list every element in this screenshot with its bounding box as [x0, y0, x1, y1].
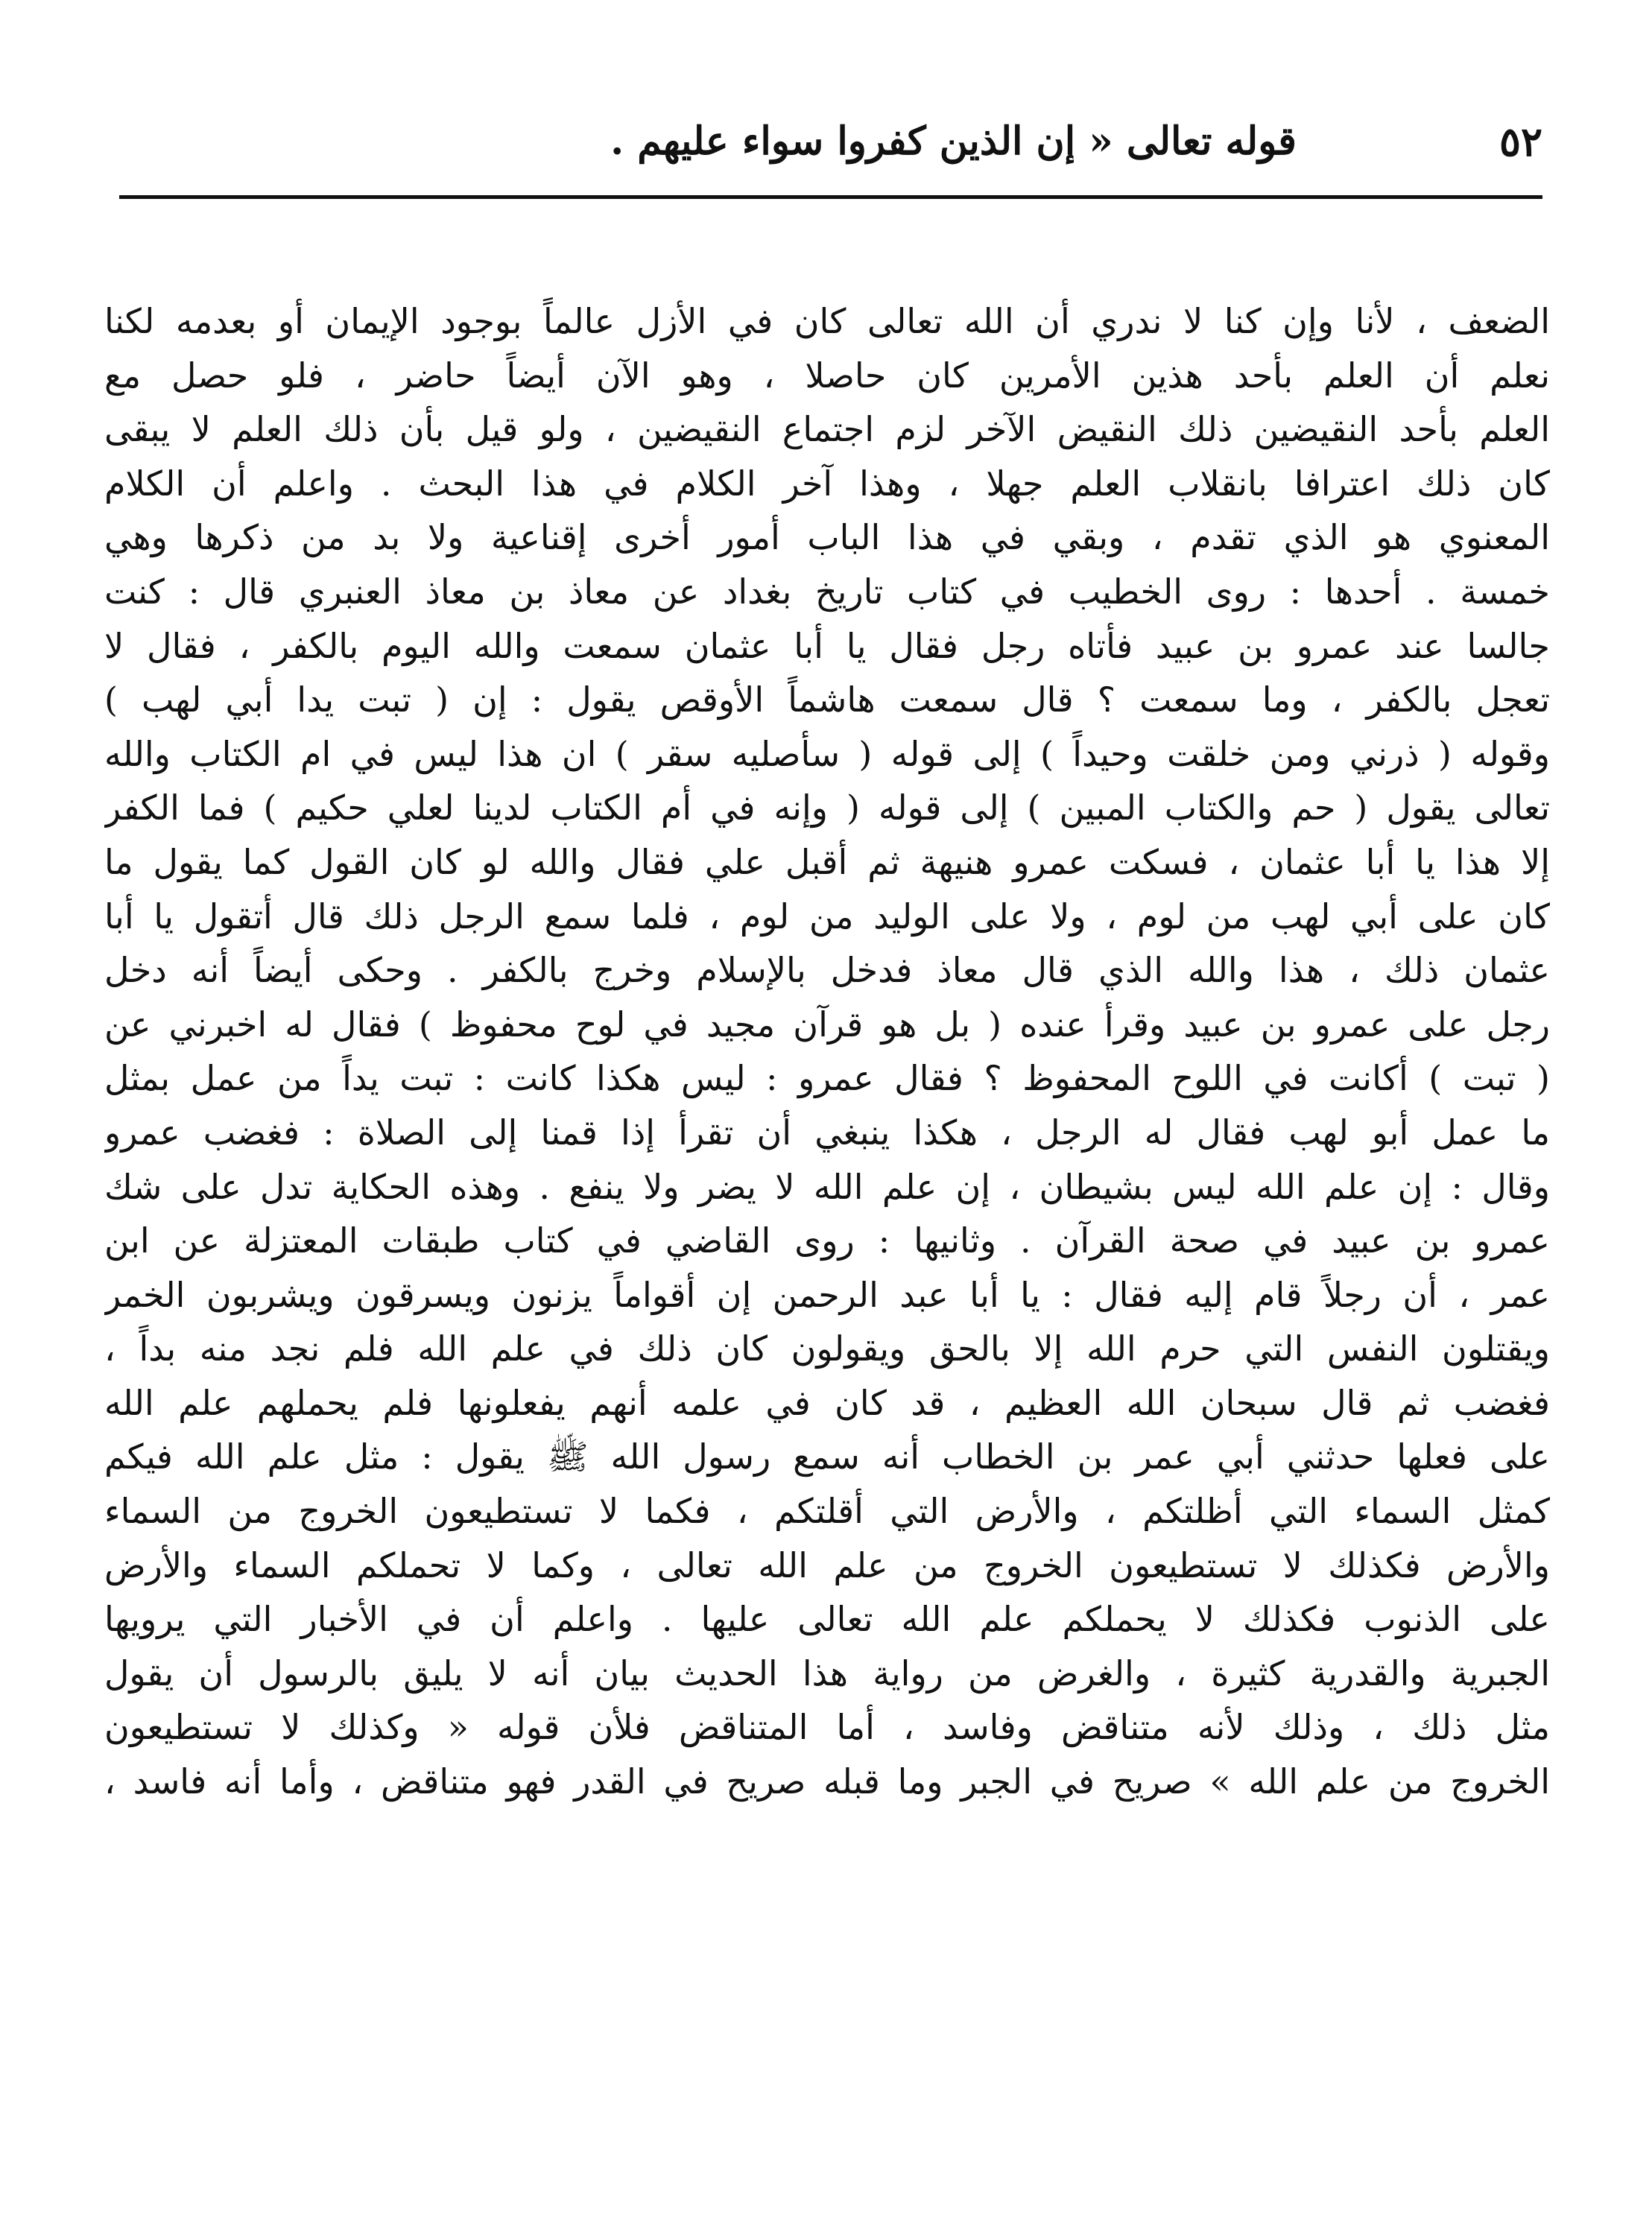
- text-line: إلا هذا يا أبا عثمان ، فسكت عمرو هنيهة ثم أقبل علي فقال والله لو كان القول كما يقول ما: [104, 841, 1550, 882]
- text-line: عمر ، أن رجلاً قام إليه فقال : يا أبا عبد الرحمن إن أقواماً يزنون ويسرقون ويشربون الخمر: [104, 1274, 1550, 1315]
- text-line: عمرو بن عبيد في صحة القرآن . وثانيها : روى القاضي في كتاب طبقات المعتزلة عن ابن: [104, 1220, 1550, 1261]
- text-line: وقال : إن علم الله ليس بشيطان ، إن علم الله لا يضر ولا ينفع . وهذه الحكاية تدل على شك: [104, 1166, 1550, 1207]
- text-line: تعجل بالكفر ، وما سمعت ؟ قال سمعت هاشماً الأوقص يقول : إن ( تبت يدا أبي لهب ): [104, 679, 1550, 720]
- text-line: على فعلها حدثني أبي عمر بن الخطاب أنه سمع رسول الله ﷺ يقول : مثل علم الله فيكم: [104, 1436, 1550, 1477]
- text-line: نعلم أن العلم بأحد هذين الأمرين كان حاصلا ، وهو الآن أيضاً حاضر ، فلو حصل مع: [104, 355, 1550, 396]
- text-line: الخروج من علم الله » صريح في الجبر وما قبله صريح في القدر فهو متناقض ، وأما أنه فاسد ،: [104, 1761, 1550, 1802]
- text-line: ( تبت ) أكانت في اللوح المحفوظ ؟ فقال عمرو : ليس هكذا كانت : تبت يداً من عمل بمثل: [104, 1058, 1550, 1099]
- text-line: جالسا عند عمرو بن عبيد فأتاه رجل فقال يا أبا عثمان سمعت والله اليوم بالكفر ، فقال لا: [104, 625, 1550, 666]
- text-line: خمسة . أحدها : روى الخطيب في كتاب تاريخ بغداد عن معاذ بن معاذ العنبري قال : كنت: [104, 571, 1550, 612]
- text-line: والأرض فكذلك لا تستطيعون الخروج من علم الله تعالى ، وكما لا تحملكم السماء والأرض: [104, 1545, 1550, 1585]
- text-line: الضعف ، لأنا وإن كنا لا ندري أن الله تعالى كان في الأزل عالماً بوجود الإيمان أو بعدمه لكنا: [104, 301, 1550, 341]
- text-line: الجبرية والقدرية كثيرة ، والغرض من رواية هذا الحديث بيان أنه لا يليق بالرسول أن يقول: [104, 1653, 1550, 1694]
- text-line: عثمان ذلك ، هذا والله الذي قال معاذ فدخل بالإسلام وخرج بالكفر . وحكى أيضاً أنه دخل: [104, 950, 1550, 991]
- text-line: فغضب ثم قال سبحان الله العظيم ، قد كان في علمه أنهم يفعلونها فلم يحملهم علم الله: [104, 1382, 1550, 1423]
- text-line: المعنوي هو الذي تقدم ، وبقي في هذا الباب أمور أخرى إقناعية ولا بد من ذكرها وهي: [104, 517, 1550, 558]
- page-number: ٥٢: [1498, 118, 1542, 165]
- page-header: [119, 108, 1542, 179]
- text-line: كان على أبي لهب من لوم ، ولا على الوليد من لوم ، فلما سمع الرجل ذلك قال أتقول يا أبا: [104, 896, 1550, 937]
- text-line: رجل على عمرو بن عبيد وقرأ عنده ( بل هو قرآن مجيد في لوح محفوظ ) فقال له اخبرني عن: [104, 1004, 1550, 1045]
- text-line: تعالى يقول ( حم والكتاب المبين ) إلى قوله ( وإنه في أم الكتاب لدينا لعلي حكيم ) فما الكفر: [104, 788, 1550, 829]
- text-line: على الذنوب فكذلك لا يحملكم علم الله تعالى عليها . واعلم أن في الأخبار التي يرويها: [104, 1599, 1550, 1640]
- text-line: مثل ذلك ، وذلك لأنه متناقض وفاسد ، أما المتناقض فلأن قوله « وكذلك لا تستطيعون: [104, 1707, 1550, 1748]
- text-line: كان ذلك اعترافا بانقلاب العلم جهلا ، وهذا آخر الكلام في هذا البحث . واعلم أن الكلام: [104, 463, 1550, 504]
- text-line: كمثل السماء التي أظلتكم ، والأرض التي أقلتكم ، فكما لا تستطيعون الخروج من السماء: [104, 1491, 1550, 1532]
- text-line: ما عمل أبو لهب فقال له الرجل ، هكذا ينبغي أن تقرأ إذا قمنا إلى الصلاة : فغضب عمرو: [104, 1112, 1550, 1153]
- text-line: العلم بأحد النقيضين ذلك النقيض الآخر لزم اجتماع النقيضين ، ولو قيل بأن ذلك العلم لا يبقى: [104, 409, 1550, 450]
- text-line: وقوله ( ذرني ومن خلقت وحيداً ) إلى قوله ( سأصليه سقر ) ان هذا ليس في ام الكتاب والله: [104, 733, 1550, 774]
- running-title: قوله تعالى « إن الذين كفروا سواء عليهم .: [610, 118, 1297, 164]
- header-divider: [119, 195, 1542, 199]
- body-text: [104, 294, 1550, 1809]
- text-line: ويقتلون النفس التي حرم الله إلا بالحق ويقولون كان ذلك في علم الله فلم نجد منه بداً ،: [104, 1328, 1550, 1369]
